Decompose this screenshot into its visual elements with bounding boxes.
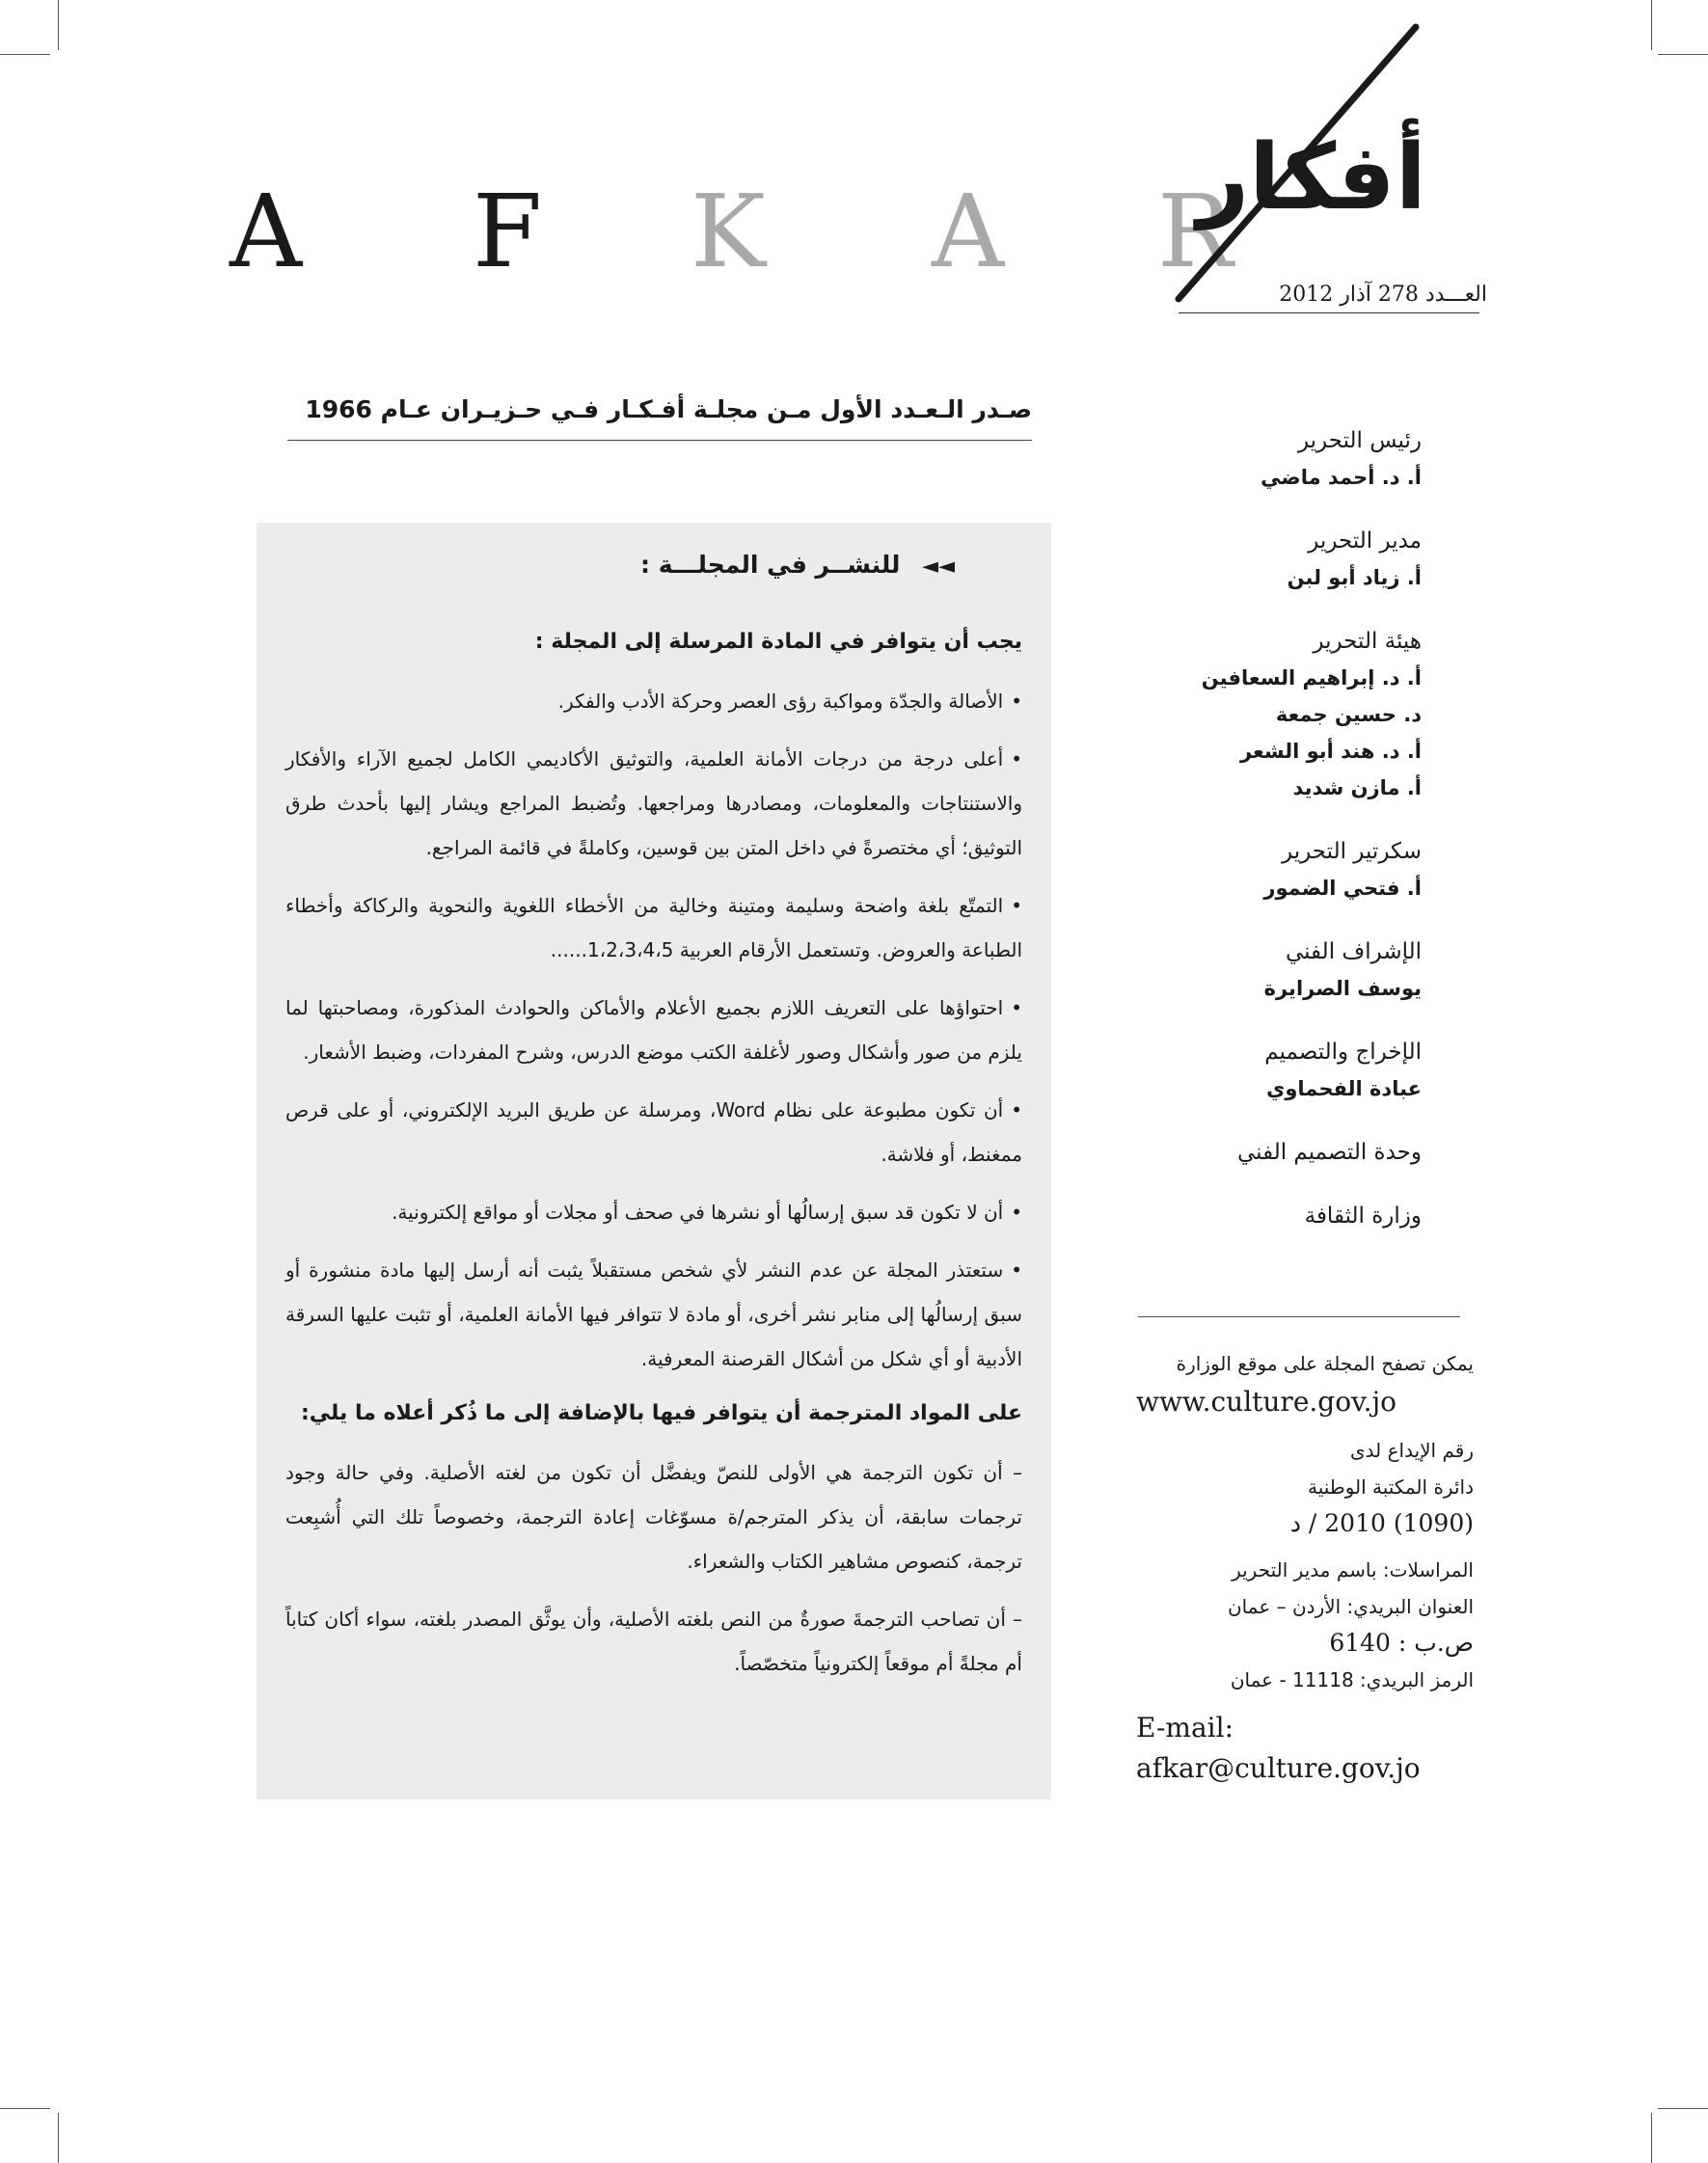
logo-text: أفكار — [1197, 125, 1426, 230]
list-item: – أن تصاحب الترجمةَ صورةٌ من النص بلغته الأصلية، وأن يوثَّق المصدر بلغته، سواء أكان كتاباً أم مجلةً أم موقعاً إلكترونياً متخصّصاً. — [285, 1608, 1022, 1675]
guidelines-content — [285, 544, 1022, 1699]
credit-ministry — [1126, 1198, 1422, 1234]
credit-layout-design — [1126, 1034, 1422, 1107]
po-box: ص.ب : 6140 — [1329, 1629, 1474, 1657]
list-item: •الأصالة والجدّة ومواكبة رؤى العصر وحركة الأدب والفكر. — [557, 689, 1022, 713]
credit-role: الإخراج والتصميم — [1264, 1040, 1422, 1065]
crop-mark — [1658, 54, 1708, 55]
deposit-number: (1090) 2010 / د — [1289, 1509, 1474, 1537]
editorial-credits — [1126, 422, 1422, 1261]
masthead-letter: K — [691, 173, 766, 290]
correspondence: المراسلات: باسم مدير التحرير — [1232, 1558, 1474, 1582]
credit-role: سكرتير التحرير — [1282, 839, 1422, 864]
crop-mark — [58, 2113, 59, 2163]
crop-mark — [0, 2108, 50, 2109]
credit-name: يوسف الصرايرة — [1263, 977, 1422, 1000]
credit-art-supervision — [1126, 933, 1422, 1007]
credit-editorial-secretary — [1126, 833, 1422, 906]
divider — [287, 440, 1032, 441]
credit-role: رئيس التحرير — [1297, 428, 1422, 453]
crop-mark — [1651, 0, 1652, 50]
credit-name: عبادة الفحماوي — [1266, 1077, 1422, 1100]
crop-mark — [1651, 2113, 1652, 2163]
bullet-icon: • — [1011, 1098, 1022, 1122]
crop-mark — [0, 54, 50, 55]
website-link[interactable]: www.culture.gov.jo — [1136, 1386, 1397, 1418]
credit-name: أ. د. إبراهيم السعافين — [1201, 666, 1422, 689]
list-item: •احتواؤها على التعريف اللازم بجميع الأعلام والأماكن والحوادث المذكورة، ومصاحبتها لما يلزم من صور وأشكال وصور لأغلفة الكتب موضع الدرس، وشرح المفردات، وضبط الأشعار. — [285, 996, 1022, 1064]
browse-note: يمكن تصفح المجلة على موقع الوزارة — [1176, 1352, 1474, 1375]
divider — [1138, 1316, 1460, 1317]
translation-heading: على المواد المترجمة أن يتوافر فيها بالإضافة إلى ما ذُكر أعلاه ما يلي: — [301, 1401, 1022, 1425]
postal-address: العنوان البريدي: الأردن – عمان — [1227, 1595, 1474, 1618]
credit-role: الإشراف الفني — [1285, 939, 1422, 964]
first-issue-note: صـدر الـعـدد الأول مـن مجلـة أفـكـار فـي حـزيـران عـام 1966 — [305, 395, 1032, 423]
credit-role: وزارة الثقافة — [1304, 1203, 1422, 1229]
issue-number: العـــدد 278 آذار 2012 — [1279, 283, 1487, 307]
list-item: •أن تكون مطبوعة على نظام Word، ومرسلة عن طريق البريد الإلكتروني، أو على قرص ممغنط، أو فلاشة. — [285, 1098, 1022, 1166]
triangle-marks-icon: ◄◄ — [922, 554, 955, 579]
list-item: •أن لا تكون قد سبق إرسالُها أو نشرها في صحف أو مجلات أو مواقع إلكترونية. — [392, 1201, 1022, 1224]
submission-guidelines-panel — [257, 523, 1051, 1799]
credit-name: أ. زياد أبو لبن — [1287, 566, 1422, 589]
contact-info — [1136, 1345, 1474, 1789]
credit-editorial-board — [1126, 623, 1422, 806]
crop-mark — [1658, 2108, 1708, 2109]
credit-role: وحدة التصميم الفني — [1236, 1140, 1422, 1165]
credit-name: أ. فتحي الضمور — [1263, 877, 1422, 900]
credit-editor-in-chief — [1126, 422, 1422, 496]
masthead-letter: F — [473, 173, 543, 290]
credit-name: د. حسين جمعة — [1275, 703, 1422, 726]
masthead-title — [230, 173, 1290, 290]
masthead-letter: A — [932, 173, 1005, 290]
bullet-icon: • — [1011, 894, 1022, 917]
bullet-icon: • — [1011, 1201, 1022, 1224]
deposit-label: رقم الإيداع لدى — [1349, 1439, 1474, 1462]
list-item: •أعلى درجة من درجات الأمانة العلمية، والتوثيق الأكاديمي الكامل لجميع الآراء والأفكار والاستنتاجات والمعلومات، ومصادرها ومراجعها. وتُضبط المراجع ويشار إليها بأحدث طرق التوثيق؛ أي مختصرةً في داخل المتن بين قوسين، وكاملةً في قائمة المراجع. — [285, 747, 1022, 859]
bullet-icon: • — [1011, 747, 1022, 771]
email-link[interactable]: afkar@culture.gov.jo — [1136, 1752, 1421, 1784]
crop-mark — [58, 0, 59, 50]
credit-role: هيئة التحرير — [1313, 629, 1422, 654]
requirements-heading: يجب أن يتوافر في المادة المرسلة إلى المجلة : — [534, 630, 1022, 654]
divider — [1179, 312, 1479, 313]
masthead-letter: A — [230, 173, 303, 290]
email-label: E-mail: — [1136, 1712, 1234, 1744]
credit-role: مدير التحرير — [1308, 528, 1422, 554]
bullet-icon: • — [1011, 1258, 1022, 1282]
list-item: •التمتّع بلغة واضحة وسليمة ومتينة وخالية من الأخطاء اللغوية والنحوية والركاكة وأخطاء الطباعة والعروض. وتستعمل الأرقام العربية 1،2،3،4،5...... — [285, 894, 1022, 961]
postal-code: الرمز البريدي: 11118 - عمان — [1230, 1668, 1474, 1691]
bullet-icon: • — [1011, 996, 1022, 1019]
credit-design-unit — [1126, 1134, 1422, 1171]
guidelines-heading — [285, 544, 1022, 590]
guidelines-heading-text: للنشــر في المجلـــة : — [640, 551, 901, 579]
credit-name: أ. مازن شديد — [1292, 776, 1422, 799]
bullet-icon: • — [1011, 689, 1022, 713]
list-item: – أن تكون الترجمة هي الأولى للنصّ ويفضَّل أن تكون من لغته الأصلية. وفي حالة وجود ترجمات سابقة، أن يذكر المترجم/ة مسوّغات إعادة الترجمة، وخصوصاً تلك التي أُشبِعت ترجمة، كنصوص مشاهير الكتاب والشعراء. — [285, 1461, 1022, 1573]
afkar-logo — [1167, 19, 1476, 309]
credit-name: أ. د. أحمد ماضي — [1261, 466, 1422, 489]
credit-managing-editor — [1126, 523, 1422, 596]
list-item: •ستعتذر المجلة عن عدم النشر لأي شخص مستقبلاً يثبت أنه أرسل إليها مادة منشورة أو سبق إرسالُها إلى منابر نشر أخرى، أو مادة لا تتوافر فيها الأمانة العلمية، أو تثبت عليها السرقة الأدبية أو أي شكل من أشكال القرصنة المعرفية. — [285, 1258, 1022, 1370]
credit-name: أ. د. هند أبو الشعر — [1239, 740, 1422, 763]
masthead-letter: R — [1157, 173, 1234, 290]
deposit-library: دائرة المكتبة الوطنية — [1307, 1475, 1474, 1499]
